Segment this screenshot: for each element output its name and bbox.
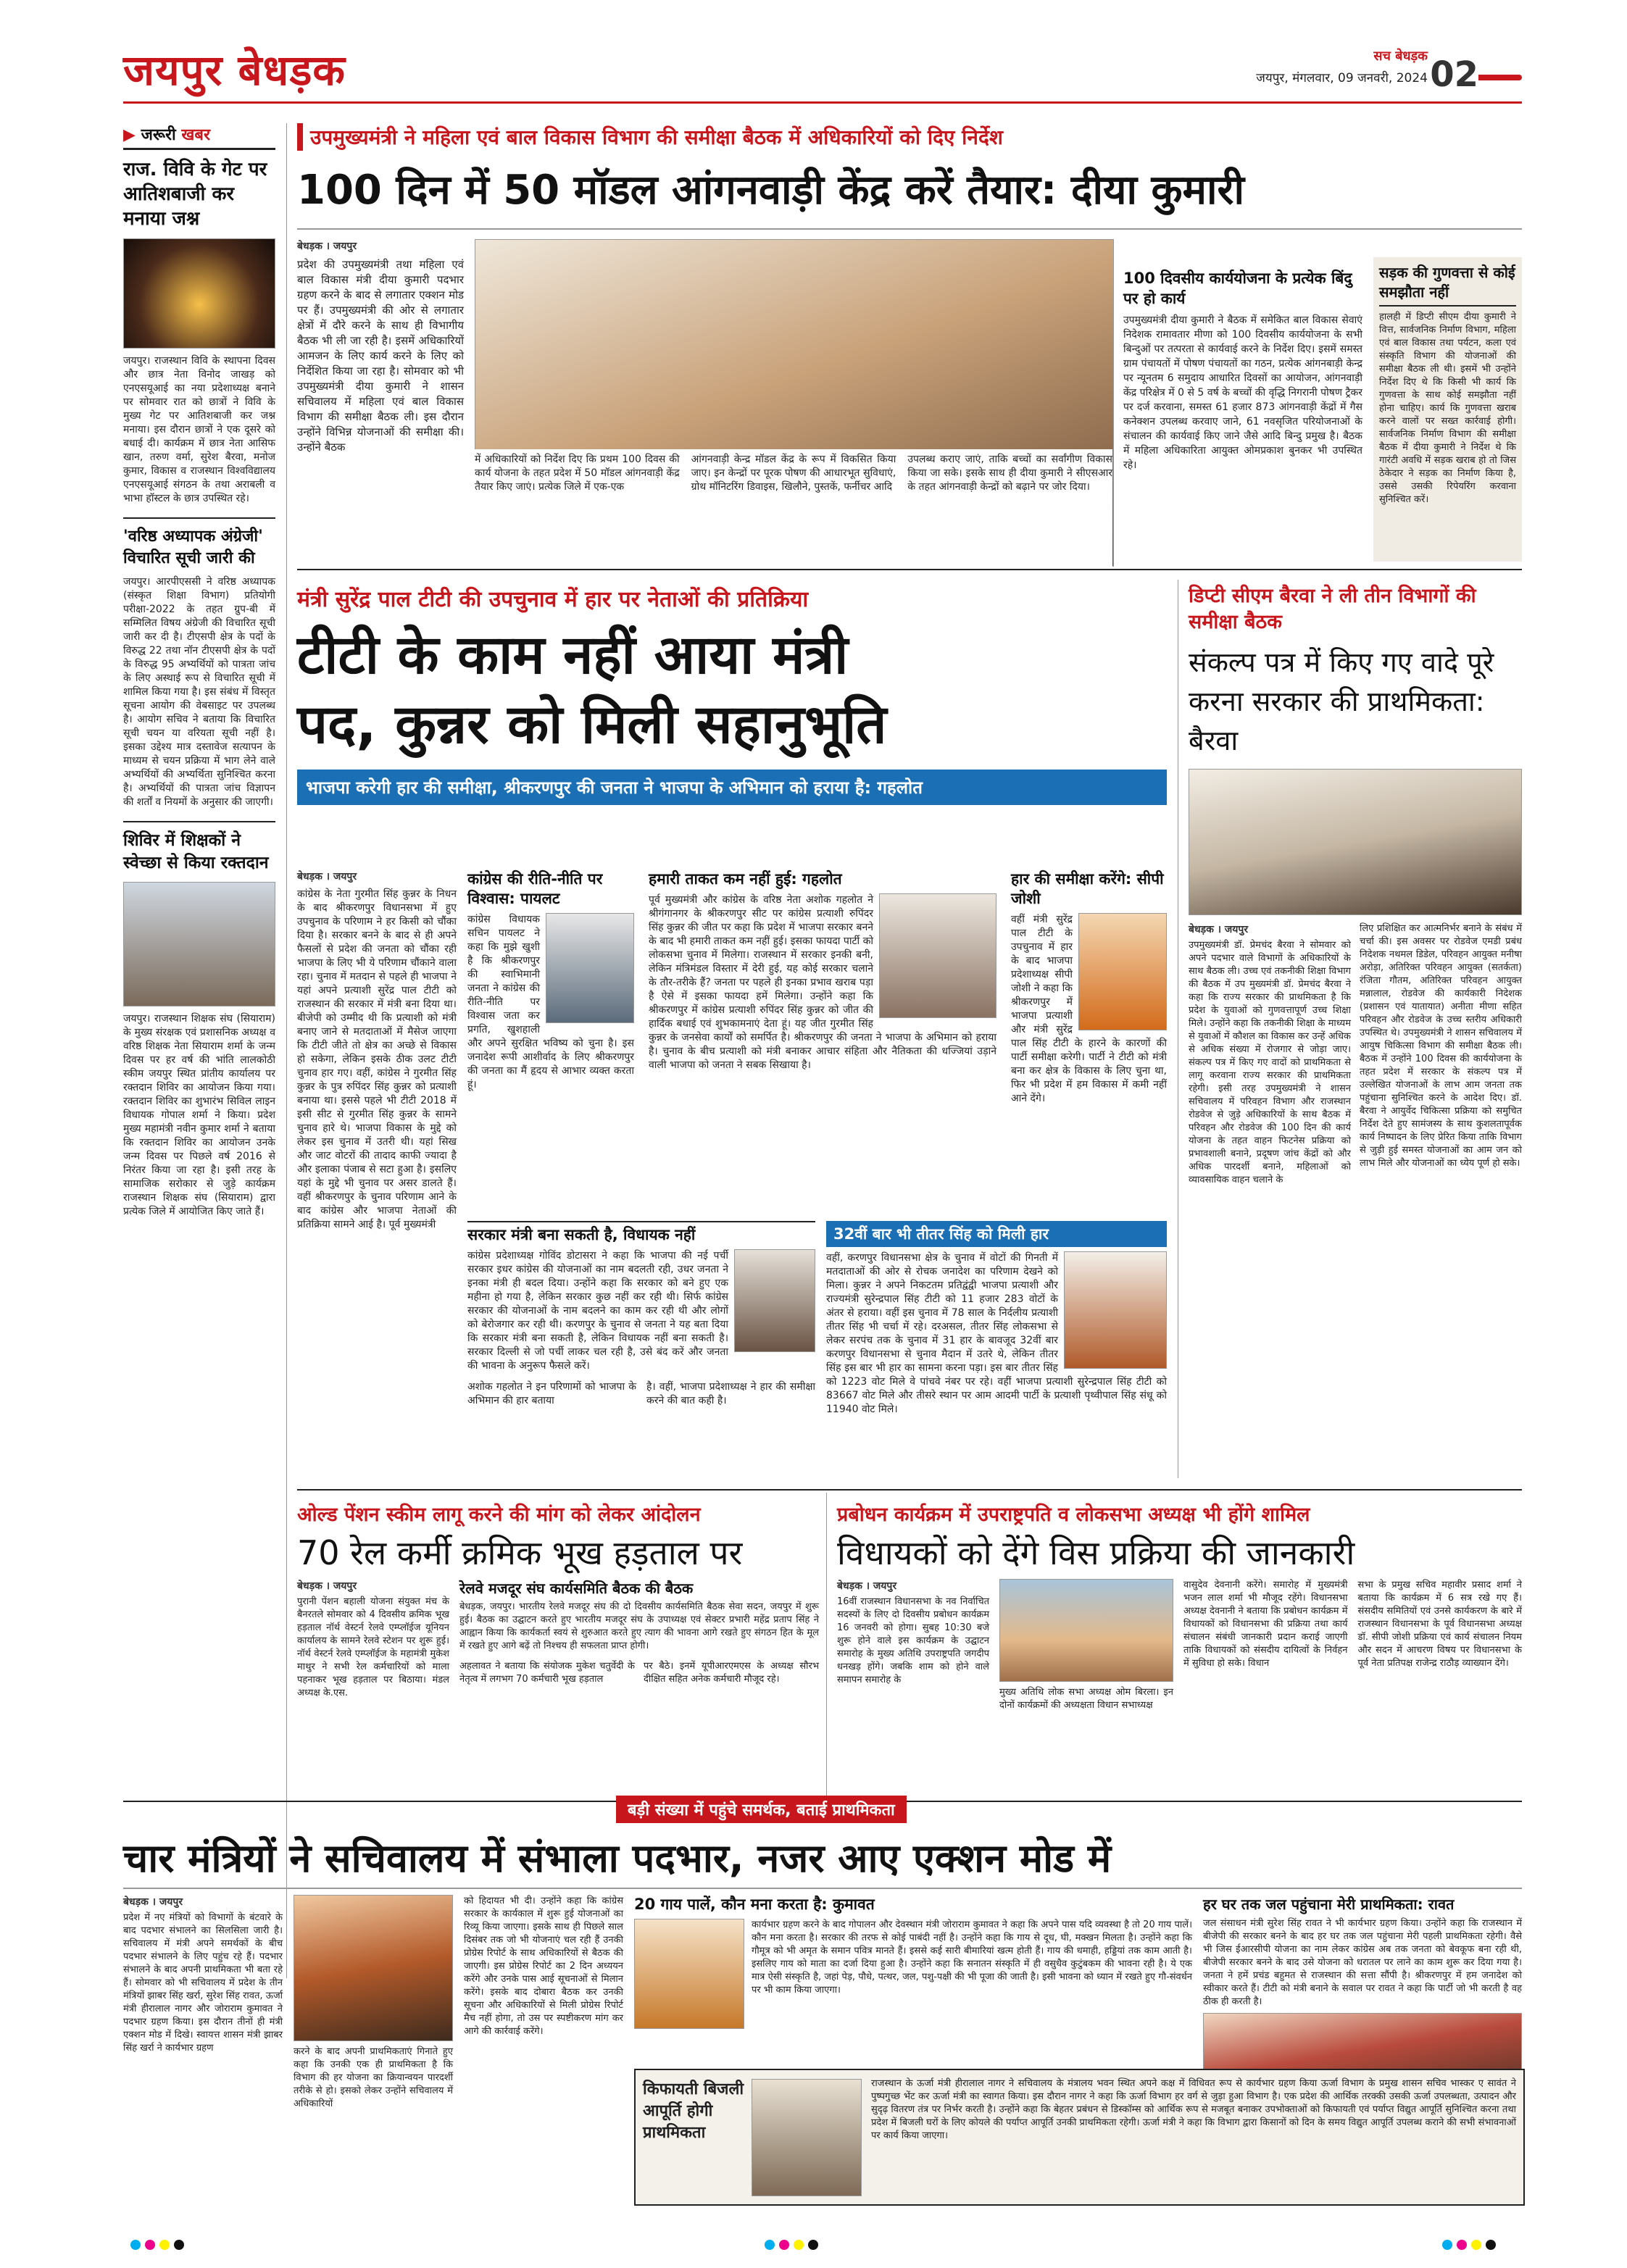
- story-5-col3: सभा के प्रमुख सचिव महावीर प्रसाद शर्मा ने बताया कि कार्यक्रम में 6 सत्र रखे गए हैं। संसदीय समितियों एवं उनसे कार्यकरण के बारे में राजस्थान विधानसभा के पूर्व विधानसभा अध्यक्ष डॉ. सीपी जोशी प्रक्रिया एवं कार्य संचालन नियम और सदन में आचरण विषय पर विधानसभा के पूर्व नेता प्रतिपक्ष राजेन्द्र राठौड़ व्याख्यान देंगे।: [1357, 1580, 1522, 1669]
- rule-2: [297, 1489, 1522, 1491]
- brief-2-body: जयपुर। आरपीएससी ने वरिष्ठ अध्यापक (संस्कृत शिक्षा विभाग) प्रतियोगी परीक्षा-2022 के तहत ग्रुप-बी में सम्मिलित विषय अंग्रेजी की विचारित सूची जारी कर दी है। टीएसपी क्षेत्र के पदों के विरुद्ध 22 तथा नॉन टीएसपी क्षेत्र के पदों के विरुद्ध 95 अभ्यर्थियों को पात्रता जांच के लिए अस्थाई रूप से विचारित सूची में शामिल किया गया है। इस संबंध में विस्तृत सूचना आयोग की वेबसाइट पर उपलब्ध है। आयोग सचिव ने बताया कि विचारित सूची चयन या वरियता सूची नहीं है। इसका उद्देश्य मात्र दस्तावेज सत्यापन के माध्यम से चयन प्रक्रिया में भाग लेने वाले अभ्यर्थियों की अभ्यर्थिता सुनिश्चित करना है। अभ्यर्थियों की पात्रता जांच विज्ञापन की शर्तों व नियमों के अनुसार की जाएगी।: [123, 576, 275, 808]
- story-1-kicker: उपमुख्यमंत्री ने महिला एवं बाल विकास विभाग की समीक्षा बैठक में अधिकारियों को दिए निर्देश: [297, 123, 1522, 151]
- rule-1: [297, 569, 1522, 570]
- story-4-kicker: ओल्ड पेंशन स्कीम लागू करने की मांग को लेकर आंदोलन: [297, 1504, 701, 1526]
- footer-color-bar-right: [1442, 2239, 1500, 2253]
- story-1-lower-text: [475, 453, 1112, 494]
- tagline: सच बेधड़क: [1373, 49, 1428, 64]
- pen-icon: [1478, 75, 1522, 80]
- bullet-icon: ▶: [123, 126, 136, 144]
- story-1: [297, 123, 1522, 572]
- brief-1-body: जयपुर। राजस्थान विवि के स्थापना दिवस और छात्र नेता विनोद जाखड़ को एनएसयूआई का नया प्रदेशाध्यक्ष बनाने पर सोमवार रात को छात्रों ने विवि के मुख्य गेट पर आतिशबाजी कर जश्न मनाया। इस दौरान छात्रों ने एक दूसरे को बधाई दी। कार्यक्रम में छात्र नेता आसिफ खान, तरुण वर्मा, सुरेश बैरवा, मनोज कुमार, विकास व राजस्थान विश्वविद्यालय एनएसयूआई संगठन के तथा अराबली व भाभा हॉस्टल के छात्र उपस्थित रहे।: [123, 355, 275, 504]
- pilot-body: कांग्रेस विधायक सचिन पायलट ने कहा कि मुझे खुशी है कि श्रीकरणपुर की स्वाभिमानी जनता ने कांग्रेस की रीति-नीति पर विश्वास जता कर प्रगति, खुशहाली और अपने सुरक्षित भविष्य को चुना है। इस जनादेश रूपी आशीर्वाद के लिए श्रीकरणपुर की जनता का मैं हृदय से आभार व्यक्त करता हूं।: [467, 914, 634, 1091]
- power-photo: [752, 2079, 862, 2196]
- story-1-col1: प्रदेश की उपमुख्यमंत्री तथा महिला एवं बाल विकास मंत्री दीया कुमारी पदभार ग्रहण करने के बाद से लगातार एक्शन मोड पर हैं। उपमुख्यमंत्री की ओर से लगातार क्षेत्रों में दौरे करने के साथ ही विभागीय बैठक भी ली जा रही है। इसमें अधिकारियों आमजन के लिए कार्य करने के लिए को निर्देशित किया जा रहा है। सोमवार को भी उपमुख्यमंत्री दीया कुमारी ने शासन सचिवालय में महिला एवं बाल विकास विभाग की समीक्षा बैठक ली। इस दौरान उन्होंने विभिन्न योजनाओं की समीक्षा की। उन्होंने बैठक: [297, 258, 464, 454]
- story-1-sidebar: [1373, 257, 1522, 562]
- gehlot-headline: हमारी ताकत कम नहीं हुई: गहलोत: [649, 870, 842, 888]
- story-3: [1189, 583, 1522, 1475]
- story-3-kicker: डिप्टी सीएम बैरवा ने ली तीन विभागों की समीक्षा बैठक: [1189, 585, 1476, 633]
- story-6-photo: [294, 1895, 453, 2041]
- gehlot-continued: अशोक गहलोत ने इन परिणामों को भाजपा के अभिमान की हार बताया: [467, 1381, 636, 1406]
- story-1-side-headline: सड़क की गुणवत्ता से कोई समझौता नहीं: [1379, 263, 1516, 307]
- pilot-photo: [546, 913, 634, 1023]
- story-1-col2-text: में अधिकारियों को निर्देश दिए कि प्रथम 100 दिवस की कार्य योजना के तहत प्रदेश में 50 मॉडल आंगनवाड़ी केंद्र तैयार किए जाएं। प्रत्येक जिले में एक-एक: [475, 454, 680, 493]
- brief-3-headline: शिविर में शिक्षकों ने स्वेच्छा से किया रक्तदान: [123, 821, 275, 875]
- story-6-col2: करने के बाद अपनी प्राथमिकताएं गिनाते हुए कहा कि उनकी एक ही प्राथमिकता है कि विभाग की हर योजना का क्रियान्वयन पारदर्शी तरीके से हो। इसको लेकर उन्होंने सचिवालय में अधिकारियों: [294, 2046, 453, 2109]
- story-2-headline-line2: पद, कुन्नर को मिली सहानुभूति: [297, 693, 887, 756]
- titar-headline: 32वीं बार भी तीतर सिंह को मिली हार: [826, 1221, 1167, 1247]
- power-headline: किफायती बिजली आपूर्ति होगी प्राथमिकता: [643, 2080, 744, 2142]
- story-4-col1: पुरानी पेंशन बहाली योजना संयुक्त मंच के बैनरतले सोमवार को 4 दिवसीय क्रमिक भूख हड़ताल नॉर्थ वेस्टर्न रेलवे एम्प्लॉईज यूनियन कार्यालय के सामने रेलवे स्टेशन पर शुरू हुई। नॉर्थ वेस्टर्न रेलवे एम्प्लॉईज के महामंत्री मुकेश माथुर ने सभी रेल कर्मचारियों को माला पहनाकर भूख हड़ताल पर बिठाया। मंडल अध्यक्ष के.एस.: [297, 1596, 449, 1698]
- brand-logo: जयपुर बेधड़क: [123, 46, 346, 95]
- brief-3-photo: [123, 882, 275, 1006]
- cow-photo: [634, 1919, 744, 2029]
- story-5-col1b: मुख्य अतिथि लोक सभा अध्यक्ष ओम बिरला। इन दोनों कार्यक्रमों की अध्यक्षता विधान सभाध्यक्ष: [999, 1687, 1173, 1711]
- footer-color-bar-left: [130, 2239, 188, 2253]
- dotasra-headline: सरकार मंत्री बना सकती है, विधायक नहीं: [467, 1221, 815, 1245]
- story-4: [297, 1500, 819, 1804]
- story-6-kicker: बड़ी संख्या में पहुंचे समर्थक, बताई प्राथमिकता: [616, 1796, 907, 1823]
- joshi-headline: हार की समीक्षा करेंगे: सीपी जोशी: [1011, 870, 1164, 907]
- water-headline: हर घर तक जल पहुंचाना मेरी प्राथमिकता: रावत: [1203, 1896, 1455, 1913]
- story-3-photo: [1189, 769, 1522, 915]
- left-column: [123, 123, 275, 1219]
- power-body: राजस्थान के ऊर्जा मंत्री हीरालाल नागर ने सचिवालय के मंत्रालय भवन स्थित अपने कक्ष में विधिवत रूप से कार्यभार ग्रहण किया ऊर्जा विभाग के प्रमुख शासन सचिव भास्कर ए सावंत ने पुष्पगुच्छ भेंट कर ऊर्जा मंत्री का स्वागत किया। इस दौरान नागर ने कहा कि ऊर्जा विभाग हर वर्ग से जुड़ा हुआ विभाग है। एक प्रदेश की आर्थिक तरक्की उसकी ऊर्जा उपलब्धता, उत्पादन और सुदृढ़ वितरण तंत्र पर निर्भर करती है। उन्होंने कहा कि बेहतर प्रबंधन से डिस्कॉम्स को आर्थिक रूप से मजबूत बनाकर उपभोक्ताओं को किफायती एवं पर्याप्त विद्युत आपूर्ति सुनिश्चित करना तथा प्रदेश में बिजली घरों के लिए कोयले की पर्याप्त आपूर्ति उनकी प्राथमिकता रहेगी। ऊर्जा मंत्री ने कहा कि विभाग द्वारा किसानों को दिन के समय विद्युत आपूर्ति उपलब्ध कराने की सभी संभावनाओं पर कार्य किया जाएगा।: [871, 2078, 1516, 2141]
- page-number: 02: [1430, 54, 1478, 95]
- masthead: [123, 40, 1522, 98]
- power-box: [634, 2069, 1525, 2206]
- brief-1-headline: राज. विवि के गेट पर आतिशबाजी कर मनाया जश्न: [123, 159, 267, 230]
- story-1-box-body: उपमुख्यमंत्री दीया कुमारी ने बैठक में समेकित बाल विकास सेवाएं निदेशक रामावतार मीणा को 100 दिवसीय कार्ययोजना के सभी बिन्दुओं पर तत्परता से कार्यवाई करने के निर्देश दिए। इसमें समस्त ग्राम पंचायतों में पोषण पंचायतों का गठन, प्रत्येक आंगनबाड़ी केन्द्र पर न्यूनतम 6 समुदाय आधारित दिवसों का आयोजन, आंगनवाड़ी केंद्र परिक्षेत्र में 0 से 5 वर्ष के बच्चों की वृद्धि निगरानी पोषण ट्रैकर पर दर्ज करवाना, समस्त 61 हजार 873 आंगनवाड़ी केंद्रों में गैस कनेक्शन उपलब्ध करवाए जाने, 61 नवसृजित परियोजनाओं के संचालन की कार्यवाई किए जाने जैसे आदि बिन्दु प्रमुख है। बैठक में महिला अधिकारिता आयुक्त ओमप्रकाश बुनकर भी उपस्थित रहे।: [1123, 314, 1362, 471]
- story-4-divider: [826, 1493, 827, 1797]
- story-3-headline: संकल्प पत्र में किए गए वादे पूरे करना सरकार की प्राथमिकता: बैरवा: [1189, 646, 1494, 756]
- joshi-photo: [1078, 913, 1167, 1030]
- story-1-headline: 100 दिन में 50 मॉडल आंगनवाड़ी केंद्र करें तैयार: दीया कुमारी: [297, 167, 1244, 214]
- story-6-headline: चार मंत्रियों ने सचिवालय में संभाला पदभार, नजर आए एक्शन मोड में: [123, 1835, 1112, 1881]
- story-5-photo: [999, 1579, 1173, 1682]
- story-6: [123, 1895, 1522, 2214]
- story-3-col1: उपमुख्यमंत्री डॉ. प्रेमचंद बैरवा ने सोमवार को अपने पदभार वाले विभागों के अधिकारियों के साथ बैठक ली। उच्च एवं तकनीकी शिक्षा विभाग की बैठक में उप मुख्यमंत्री डॉ. प्रेमचंद बैरवा ने कहा कि राज्य सरकार की प्राथमिकता है कि प्रदेश के युवाओं को गुणवत्तापूर्ण उच्च शिक्षा मिले। उन्होंने कहा कि तकनीकी शिक्षा के माध्यम से युवाओं में कौशल का विकास कर उन्हें अधिक से अधिक संख्या में रोजगार से जोड़ा जाए। संकल्प पत्र में किए गए वादों को प्राथमिकता से लागू करवाना राज्य सरकार की प्राथमिकता रहेगी। इसी तरह उपमुख्यमंत्री ने शासन सचिवालय में परिवहन विभाग और राजस्थान रोडवेज से जुड़े अधिकारियों के साथ बैठक में परिवहन और रोडवेज की 100 दिन की कार्य योजना के तहत वाहन फिटनेस प्रक्रिया को प्रभावशाली बनाने, प्रदूषण जांच केंद्रों को और अधिक पारदर्शी बनाने, महिलाओं को व्यावसायिक वाहन चलाने के: [1189, 940, 1351, 1185]
- story-2: [297, 583, 1167, 1475]
- story-6-byline: बेधड़क । जयपुर: [123, 1896, 183, 1908]
- brief-2-headline: 'वरिष्ठ अध्यापक अंग्रेजी' विचारित सूची जारी की: [123, 517, 275, 570]
- story-3-col2: लिए प्रशिक्षित कर आत्मनिर्भर बनाने के संबंध में चर्चा की। इस अवसर पर रोडवेज एमडी प्रबंध निदेशक नथमल डिडेल, परिवहन आयुक्त मनीषा अरोड़ा, अतिरिक्त परिवहन आयुक्त (सतर्कता) रंजिता गौतम, अतिरिक्त परिवहन आयुक्त मन्नालाल, रोडवेज की कार्यकारी निदेशक (प्रशासन एवं यातायात) अनीता मीणा सहित परिवहन और रोडवेज के उच्च स्तरीय अधिकारी उपस्थित थे। उपमुख्यमंत्री ने शासन सचिवालय में आयुष चिकित्सा विभाग की समीक्षा बैठक ली। बैठक में उन्होंने 100 दिवस की कार्ययोजना के तहत प्रदेश में सरकार के संकल्प पत्र में उल्लेखित योजनाओं के लाभ आम जनता तक पहुंचाना सुनिश्चित करने के आदेश दिए। डॉ. बैरवा ने आयुर्वेद चिकित्सा प्रक्रिया को समुचित निर्देश देते हुए सामंजस्य के साथ कुशलतापूर्वक कार्य निष्पादन के लिए प्रेरित किया ताकि विभाग से जुड़ी हुई समस्त योजनाओं का आम जन को लाभ मिले और योजनाओं का ध्येय पूर्ण हो सके।: [1360, 923, 1522, 1169]
- story-5-kicker: प्रबोधन कार्यक्रम में उपराष्ट्रपति व लोकसभा अध्यक्ष भी होंगे शामिल: [837, 1504, 1310, 1526]
- story-6-col1: प्रदेश में नए मंत्रियों को विभागों के बंटवारे के बाद पदभार संभालने का सिलसिला जारी है। सचिवालय में मंत्री अपने समर्थकों के बीच पदभार संभालने के लिए पहुंच रहे हैं। पदभार संभालने के बाद अपनी प्राथमिकता भी बता रहे हैं। सोमवार को भी सचिवालय में प्रदेश के तीन मंत्रियों झाबर सिंह खर्रा, सुरेश सिंह रावत, ऊर्जा मंत्री हीरालाल नागर और जोराराम कुमावत ने पदभार ग्रहण किया। इस दौरान तीनों ही मंत्री एक्शन मोड में दिखे। स्वायत्त शासन मंत्री झाबर सिंह खर्रा ने कार्यभार ग्रहण: [123, 1912, 283, 2054]
- story-2-kicker: मंत्री सुरेंद्र पाल टीटी की उपचुनाव में हार पर नेताओं की प्रतिक्रिया: [297, 587, 809, 612]
- left-divider: [286, 123, 287, 1978]
- story-5-col2: वासुदेव देवनानी करेंगे। समारोह में मुख्यमंत्री भजन लाल शर्मा भी मौजूद रहेंगे। विधानसभा अध्यक्ष देवनानी ने बताया कि प्रबोधन कार्यक्रम में विधायकों को विधानसभा की प्रक्रिया तथा कार्य संचालन संबंधी जानकारी प्रदान कराई जाएगी ताकि विधायकों को संसदीय दायित्वों के निर्वहन में सुविधा हो सके। विधान: [1183, 1580, 1348, 1669]
- story-6-rule: [123, 1888, 1522, 1889]
- dateline: जयपुर, मंगलवार, 09 जनवरी, 2024: [1256, 71, 1428, 86]
- water-body: जल संसाधन मंत्री सुरेश सिंह रावत ने भी कार्यभार ग्रहण किया। उन्होंने कहा कि राजस्थान में बीजेपी की सरकार बनने के बाद हर घर तक जल पहुंचाना मेरी पहली प्राथमिकता रहेगी। वैसे भी जिस ईआरसीपी योजना का नाम लेकर कांग्रेस अब तक जनता को बेवकूफ बना रही थी, बीजेपी सरकार बनने के बाद उसे योजना को धरातल पर लाने का काम शुरू कर दिया गया है। जनता ने हमें प्रचंड बहुमत से राजस्थान की सत्ता सौंपी है। श्रीकरणपुर में हम जनादेश को स्वीकार करते हैं। टीटी को मंत्री बनाने के सवाल पर रावत ने कहा कि पार्टी जो भी करती है वह ठीक ही करती है।: [1203, 1918, 1522, 2007]
- story-4-col2: अहलावत ने बताया कि संयोजक मुकेश चतुर्वेदी के नेतृत्व में लगभग 70 कर्मचारी भूख हड़ताल: [459, 1661, 635, 1685]
- story-2-band: भाजपा करेगी हार की समीक्षा, श्रीकरणपुर की जनता ने भाजपा के अभिमान को हराया है: गहलोत: [297, 770, 1167, 805]
- gehlot-body: पूर्व मुख्यमंत्री और कांग्रेस के वरिष्ठ नेता अशोक गहलोत ने श्रीगंगानगर के श्रीकरणपुर सीट पर कांग्रेस प्रत्याशी रुपिंदर सिंह कुन्नर की जीत पर कहा कि प्रदेश में भाजपा सरकार बनने के बाद भी हमारी ताकत कम नहीं हुई। इसका फायदा पार्टी को लोकसभा चुनाव में मिलेगा। राजस्थान में सरकार इनकी बनी, लेकिन मंत्रिमंडल विस्तार में देरी हुई, यह कोई सरकार चलाने के तौर-तरीके हैं? जनता पर पहले ही इनका प्रभाव खराब पड़ा है ऐसे में इसका फायदा हमें मिलेगा। उन्होंने कहा कि श्रीकरणपुर में कांग्रेस प्रत्याशी रुपिंदर सिंह कुन्नर को जीत की हार्दिक बधाई एवं शुभकामनाएं देता हूं। यह जीत गुरमीत सिंह कुन्नर के जनसेवा कार्यों को समर्पित है। श्रीकरणपुर की जनता ने भाजपा के अभिमान को हराया है। चुनाव के बीच प्रत्याशी को मंत्री बनाकर आचार संहिता और नैतिकता की धज्जियां उड़ाने वाली भाजपा को जनता ने सबक सिखाया है।: [649, 894, 996, 1071]
- joshi-body: वहीं मंत्री सुरेंद्र पाल टीटी के उपचुनाव में हार के बाद भाजपा प्रदेशाध्यक्ष सीपी जोशी ने कहा कि श्रीकरणपुर में भाजपा प्रत्याशी और मंत्री सुरेंद्र पाल सिंह टीटी के हारने के कारणों की पार्टी समीक्षा करेगी। पार्टी ने टीटी को मंत्री बना कर क्षेत्र के विकास के लिए चुना था, फिर भी प्रदेश में हम विकास में कमी नहीं आने देंगे।: [1011, 914, 1167, 1104]
- story-4-col3: पर बैठे। इनमें यूपीआरएमएस के अध्यक्ष सौरभ दीक्षित सहित अनेक कर्मचारी मौजूद रहे।: [644, 1661, 819, 1685]
- brief-1-photo: [123, 238, 275, 349]
- story-1-side-body: हालही में डिप्टी सीएम दीया कुमारी ने वित्त, सार्वजनिक निर्माण विभाग, महिला एवं बाल विकास तथा पर्यटन, कला एवं संस्कृति विभाग की योजनाओं की समीक्षा बैठक ली थी। इसमें भी उन्होंने निर्देश दिए थे कि किसी भी कार्य कि गुणवत्ता के साथ कोई समझौता नहीं होना चाहिए। कार्य कि गुणवत्ता खराब करने वालों पर सख्त कार्रवाई होगी। सार्वजनिक निर्माण विभाग की समीक्षा बैठक में दीया कुमारी ने निर्देश थे कि गारंटी अवधि में सड़क खराब हो तो जिस ठेकेदार ने सड़क का निर्माण किया है, उससे उसकी रिपेयरिंग करवाना सुनिश्चित करें।: [1379, 312, 1516, 505]
- titar-body: वहीं, करणपुर विधानसभा क्षेत्र के चुनाव में वोटों की गिनती में मतदाताओं की ओर से रोचक जनादेश का परिणाम देखने को मिला। कुन्नर ने अपने निकटतम प्रतिद्वंद्वी भाजपा प्रत्याशी और राज्यमंत्री सुरेन्द्रपाल सिंह टीटी को 11 हजार 283 वोटों के अंतर से हराया। वहीं इस चुनाव में 78 साल के निर्दलीय प्रत्याशी तीतर सिंह भी चर्चा में रहे। दरअसल, तीतर सिंह लोकसभा से लेकर सरपंच तक के चुनाव में 31 हार के बावजूद 32वीं बार करणपुर विधानसभा से चुनाव मैदान में उतरे थे, लेकिन तीतर सिंह इस बार भी हार का सामना करना पड़ा। इस बार तीतर सिंह को 1223 वोट मिले वे पांचवे नंबर पर रहे। वहीं भाजपा प्रत्याशी सुरेन्द्रपाल सिंह टीटी को 83667 वोट मिले और तीसरे स्थान पर आम आदमी पार्टी के प्रत्याशी पृथ्वीपाल सिंह संधू को 11940 वोट मिले।: [826, 1252, 1167, 1415]
- story-5-byline: बेधड़क । जयपुर: [837, 1580, 897, 1592]
- story-4-headline: 70 रेल कर्मी क्रमिक भूख हड़ताल पर: [297, 1533, 743, 1572]
- gehlot-photo: [879, 893, 996, 1018]
- story-2-lead: कांग्रेस के नेता गुरमीत सिंह कुन्नर के निधन के बाद श्रीकरणपुर विधानसभा में हुए उपचुनाव के परिणाम ने हर किसी को चौंका दिया है। सरकार बनने के बाद से ही अपने फैसलों से प्रदेश की जनता को चौंका रही भाजपा के लिए भी ये परिणाम चौंकाने वाला रहा। चुनाव में मतदान से पहले ही भाजपा ने यहां अपने प्रत्याशी सुरेंद्र पाल टीटी को राजस्थान की सरकार में मंत्री बना दिया था। बीजेपी को उम्मीद थी कि प्रत्याशी को मंत्री बनाए जाने से मतदाताओं में मैसेज जाएगा कि टीटी जीते तो क्षेत्र का अच्छे से विकास हो सकेगा, लेकिन इसके ठीक उलट टीटी चुनाव हार गए। वहीं, कांग्रेस ने गुरमीत सिंह कुन्नर के पुत्र रुपिंदर सिंह कुन्नर को प्रत्याशी बनाया था। इससे पहले भी टीटी 2018 में इसी सीट से गुरमीत सिंह कुन्नर के सामने चुनाव हारे थे। भाजपा विकास के मुद्दे को लेकर इस चुनाव में उतरी थी। यहां सिख और जाट वोटरों की तादाद काफी ज्यादा है और इलाका पंजाब से सटा हुआ है। इसलिए यहां के मुद्दे भी चुनाव पर असर डालते हैं। वहीं श्रीकरणपुर के चुनाव परिणाम आने के बाद कांग्रेस और भाजपा नेताओं की प्रतिक्रिया सामने आई है। पूर्व मुख्यमंत्री: [297, 888, 457, 1230]
- story-2-headline-line1: टीटी के काम नहीं आया मंत्री: [297, 624, 849, 686]
- brief-3-body: जयपुर। राजस्थान शिक्षक संघ (सियाराम) के मुख्य संरक्षक एवं प्रशासनिक अध्यक्ष व वरिष्ठ शिक्षक नेता सियाराम शर्मा के जन्म दिवस पर हर वर्ष की भांति लालकोठी स्कीम जयपुर स्थित प्रांतीय कार्यालय पर रक्तदान शिविर का आयोजन किया गया। रक्तदान शिविर का शुभारंभ सिविल लाइन विधायक गोपाल शर्मा ने किया। प्रदेश मुख्य महामंत्री नवीन कुमार शर्मा ने बताया कि रक्तदान शिविर का आयोजन उनके जन्म दिवस पर पिछले वर्ष 2016 से निरंतर किया जा रहा है। इसी तरह के सामाजिक सरोकार से जुड़े कार्यक्रम राजस्थान शिक्षक संघ (सियाराम) द्वारा प्रत्येक जिले में आयोजित किए जाते हैं।: [123, 1013, 275, 1217]
- cow-headline: 20 गाय पालें, कौन मना करता है: कुमावत: [634, 1896, 875, 1913]
- story-1-col4: उपलब्ध कराए जाएं, ताकि बच्चों का सर्वांगीण विकास किया जा सके। इसके साथ ही दीया कुमारी ने सीएसआर के तहत आंगनवाड़ी केन्द्रों को बढ़ाने पर जोर दिया।: [907, 454, 1113, 493]
- story-6-col3: को हिदायत भी दी। उन्होंने कहा कि कांग्रेस सरकार के कार्यकाल में शुरू हुई योजनाओं का रिव्यू किया जाएगा। इसके साथ ही पिछले साल दिसंबर तक जो भी योजनाएं चल रही हैं उनकी प्रोग्रेस रिपोर्ट के साथ अधिकारियों से बैठक की जाएगी। इस प्रोग्रेस रिपोर्ट का 2 दिन अध्ययन करेंगे और उनके पास आई सूचनाओं से मिलान करेंगे। इसके बाद दोबारा बैठक कर उनकी सूचना और अधिकारियों से मिली प्रोग्रेस रिपोर्ट मैच नहीं होगा, तो उस पर स्पष्टीकरण मांग कर आगे की कार्रवाई करेंगे।: [464, 1896, 623, 2037]
- story-1-col3: आंगनवाड़ी केन्द्र मॉडल केंद्र के रूप में विकसित किया जाए। इन केन्द्रों पर पूरक पोषण की आधारभूत सुविधाएं, ग्रोथ मॉनिटरिंग डिवाइस, खिलौने, पुस्तकें, फर्नीचर आदि: [691, 454, 896, 493]
- masthead-rule: [123, 101, 1522, 104]
- story-4-byline: बेधड़क । जयपुर: [297, 1580, 357, 1592]
- story-2-byline: बेधड़क । जयपुर: [297, 871, 357, 883]
- story-4-sub-headline: रेलवे मजदूर संघ कार्यसमिति बैठक की बैठक: [459, 1580, 694, 1597]
- story-1-box-headline: 100 दिवसीय कार्ययोजना के प्रत्येक बिंदु पर हो कार्य: [1123, 270, 1352, 307]
- story-5: [837, 1500, 1522, 1804]
- footer-color-bar-center: [765, 2239, 823, 2253]
- cow-body: कार्यभार ग्रहण करने के बाद गोपालन और देवस्थान मंत्री जोराराम कुमावत ने कहा कि अपने पास यदि व्यवस्था है तो 20 गाय पालें। कौन मना करता है। सरकार की तरफ से कोई पाबंदी नहीं है। उन्होंने कहा कि गाय से दूध, घी, मक्खन मिलता है। उन्होंने कहा कि गौमूत्र को भी अमृत के समान पवित्र मानते हैं। इससे कई सारी बीमारियां खत्म होती हैं। गाय की धमाही, हड्डियां तक काम आती है। इसलिए गाय को माता का दर्जा दिया हुआ है। उन्होंने कहा कि सनातन संस्कृति में ही वसुधैव कुटुंबकम की भावना रही है। ये एक मात्र ऐसी संस्कृति है, जहां पेड़, पौधे, पत्थर, जल, पशु-पक्षी की भी पूजा की जाती है। इसी भावना को ध्यान में रखते हुए गौ-संवर्धन पर भी काम किया जाएगा।: [752, 1919, 1192, 1996]
- story-4-sub-body: बेधड़क, जयपुर। भारतीय रेलवे मजदूर संघ की दो दिवसीय कार्यसमिति बैठक सेवा सदन, जयपुर में शुरू हुई। बैठक का उद्घाटन करते हुए भारतीय मजदूर संघ के उपाध्यक्ष एवं सेक्टर प्रभारी महेंद्र प्रताप सिंह ने आह्वान किया कि कार्यकर्ता स्वयं से शुरुआत करते हुए त्याग की भावना आगे रखते हुए संगठन हित के मूल में रखते हुए आगे बढ़ें तो निश्चय ही सफलता प्राप्त होगी।: [459, 1601, 819, 1651]
- dotasra-body: कांग्रेस प्रदेशाध्यक्ष गोविंद डोटासरा ने कहा कि भाजपा की नई पर्ची सरकार इधर कांग्रेस की योजनाओं का नाम बदलती रही, उधर जनता ने इनका मंत्री ही बदल दिया। उन्होंने कहा कि सरकार को बने हुए एक महीना हो गया है, लेकिन सरकार कुछ नहीं कर रही थी। सिर्फ कांग्रेस सरकार की योजनाओं के नाम बदलने का काम कर रही थी और लोगों को बेरोजगार कर रही थी। करणपुर के चुनाव से जनता ने यह बता दिया कि सरकार मंत्री बना सकती है, लेकिन विधायक नहीं बना सकती है। सरकार दिल्ली से जो पर्ची लाकर चल रही है, उसे बंद करें और जनता की भावना के अनुरूप फैसले करें।: [467, 1250, 728, 1372]
- story-1-byline: बेधड़क । जयपुर: [297, 241, 357, 252]
- bjp-continued: है। वहीं, भाजपा प्रदेशाध्यक्ष ने हार की समीक्षा करने की बात कही है।: [646, 1381, 815, 1406]
- jaruri-label: ▶ जरूरी खबर: [123, 123, 275, 150]
- dotasra-photo: [734, 1249, 815, 1352]
- story-5-headline: विधायकों को देंगे विस प्रक्रिया की जानकारी: [837, 1533, 1355, 1572]
- story-3-byline: बेधड़क । जयपुर: [1189, 924, 1249, 935]
- titar-photo: [1064, 1251, 1167, 1369]
- story-5-col1: 16वीं राजस्थान विधानसभा के नव निर्वाचित सदस्यों के लिए दो दिवसीय प्रबोधन कार्यक्रम 16 जनवरी को होगा। सुबह 10:30 बजे शुरू होने वाले इस कार्यक्रम के उद्घाटन समारोह के मुख्य अतिथि उपराष्ट्रपति जगदीप धनखड़ होंगे। जबकि शाम को होने वाले समापन समारोह के: [837, 1596, 989, 1685]
- pilot-headline: कांग्रेस की रीति-नीति पर विश्वास: पायलट: [467, 870, 603, 907]
- story-1-rule: [297, 228, 1522, 230]
